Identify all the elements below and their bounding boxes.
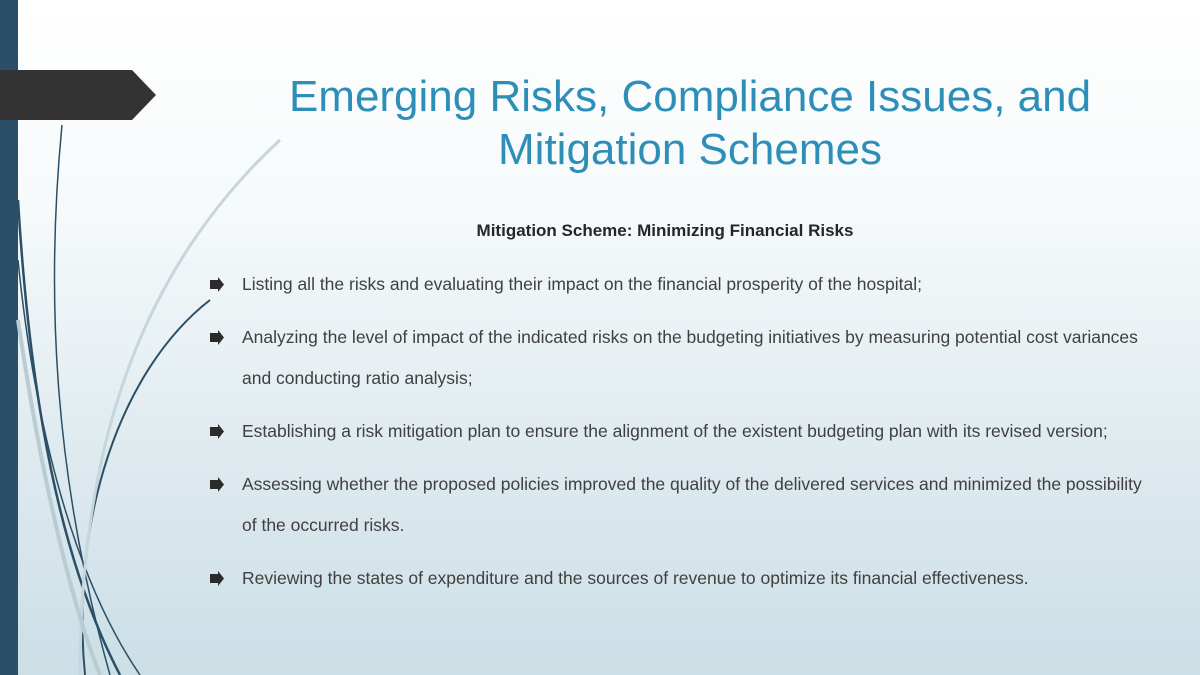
arrow-right-icon [208, 264, 226, 305]
bullet-item [208, 317, 1148, 399]
bullet-text: Assessing whether the proposed policies improved the quality of the delivered services and minimized the possibility of the occurred risks. [242, 474, 1142, 535]
bullet-item [208, 558, 1148, 599]
bullet-item [208, 464, 1148, 546]
arrow-right-icon [208, 558, 226, 599]
bullet-text: Reviewing the states of expenditure and the sources of revenue to optimize its financial effectiveness. [242, 568, 1029, 588]
bullet-list [208, 264, 1148, 611]
title-arrow-tab [0, 70, 156, 120]
slide-title-line1: Emerging Risks, Compliance Issues, and [288, 72, 1092, 121]
arrow-right-icon [208, 411, 226, 452]
slide-subtitle: Mitigation Scheme: Minimizing Financial Risks [476, 221, 854, 240]
bullet-text: Analyzing the level of impact of the indicated risks on the budgeting initiatives by measuring potential cost variances and conducting ratio analysis; [242, 327, 1138, 388]
bullet-item [208, 264, 1148, 305]
arrow-right-icon [208, 317, 226, 358]
slide-title [240, 70, 1140, 176]
bullet-item [208, 411, 1148, 452]
bullet-text: Establishing a risk mitigation plan to ensure the alignment of the existent budgeting plan with its revised version; [242, 421, 1108, 441]
bullet-text: Listing all the risks and evaluating their impact on the financial prosperity of the hospital; [242, 274, 922, 294]
slide-title-line2: Mitigation Schemes [498, 125, 882, 174]
arrow-right-icon [208, 464, 226, 505]
